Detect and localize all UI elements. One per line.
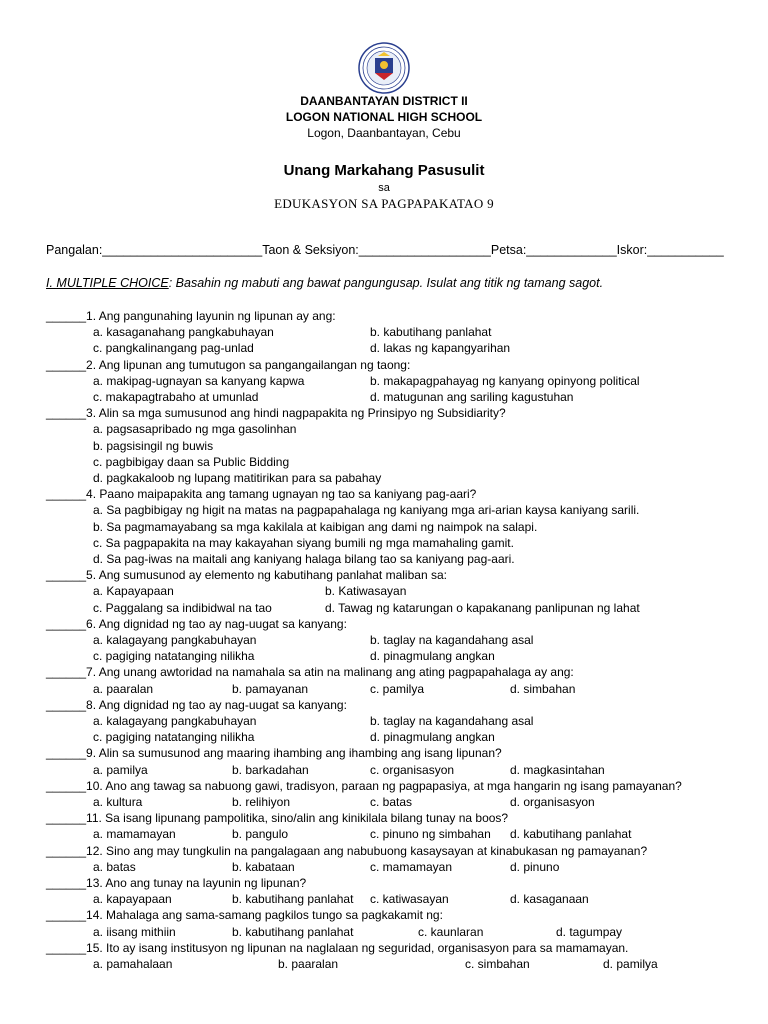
answer-choice: b. barkadahan [232,762,309,777]
answer-choice: c. pangkalinangang pag-unlad [93,341,254,356]
question-stem: ______2. Ang lipunan ang tumutugon sa pangangailangan ng taong: [46,357,411,372]
answer-choice: b. pangulo [232,827,289,842]
instructions-text: : Basahin ng mabuti ang bawat pangungusap. Isulat ang titik ng tamang sagot. [168,276,604,290]
answer-choice: c. makapagtrabaho at umunlad [93,390,259,404]
answer-choice: c. simbahan [465,957,530,971]
answer-choice: b. kabutihang panlahat [370,325,492,340]
answer-choice: a. kapayapaan [93,892,172,907]
answer-choice: d. pamilya [603,957,658,971]
deped-seal-logo [358,42,410,94]
answer-choice: c. Paggalang sa indibidwal na tao [93,600,272,615]
exam-title: Unang Markahang Pasusulit [283,162,485,179]
answer-choice: d. Tawag ng katarungan o kapakanang panlipunan ng lahat [325,600,640,615]
question-stem: ______3. Alin sa mga sumusunod ang hindi nagpapakita ng Prinsipyo ng Subsidiarity? [46,406,506,421]
answer-choice: a. makipag-ugnayan sa kanyang kapwa [93,373,305,388]
answer-choice: c. kaunlaran [418,924,484,939]
answer-choice: a. pamahalaan [93,957,173,971]
question-stem: ______8. Ang dignidad ng tao ay nag-uugat sa kanyang: [46,697,347,712]
answer-choice: a. Sa pagbibigay ng higit na matas na pagpapahalaga ng kaniyang mga ari-arian kaysa kaniyang sarili. [93,503,640,518]
answer-choice: a. kalagayang pangkabuhayan [93,714,257,728]
answer-choice: c. katiwasayan [370,892,449,907]
answer-choice: d. magkasintahan [510,762,605,777]
answer-choice: d. Sa pag-iwas na maitali ang kaniyang halaga bilang tao sa kaniyang pag-aari. [93,552,515,566]
school-name: LOGON NATIONAL HIGH SCHOOL [285,110,483,124]
question-stem: ______12. Sino ang may tungkulin na pangalagaan ang nabubuong kasaysayan at kinabukasan ng pamayanan? [46,843,648,858]
answer-choice: a. kalagayang pangkabuhayan [93,633,257,647]
answer-choice: c. mamamayan [370,859,453,874]
answer-choice: b. pamayanan [232,681,309,696]
answer-choice: d. tagumpay [556,924,623,939]
answer-choice: a. mamamayan [93,827,176,842]
question-stem: ______9. Alin sa sumusunod ang maaring ihambing ang ihambing ang isang lipunan? [46,746,502,761]
exam-title-sa: sa [378,182,390,194]
answer-choice: c. pagiging natatanging nilikha [93,649,255,664]
answer-choice: a. Kapayapaan [93,584,174,599]
answer-choice: b. kabutihang panlahat [232,924,354,939]
question-stem: ______5. Ang sumusunod ay elemento ng kabutihang panlahat maliban sa: [46,568,447,583]
answer-choice: d. pagkakaloob ng lupang matitirikan para sa pabahay [93,471,382,485]
question-stem: ______1. Ang pangunahing layunin ng lipunan ay ang: [46,309,336,323]
school-address: Logon, Daanbantayan, Cebu [307,126,461,140]
answer-choice: d. pinagmulang angkan [370,649,495,664]
question-stem: ______4. Paano maipapakita ang tamang ugnayan ng tao sa kaniyang pag-aari? [46,487,477,502]
answer-choice: a. iisang mithiin [93,924,176,939]
question-stem: ______6. Ang dignidad ng tao ay nag-uugat sa kanyang: [46,616,347,631]
district-name: DAANBANTAYAN DISTRICT II [300,94,468,108]
answer-choice: d. simbahan [510,681,576,696]
answer-choice: b. relihiyon [232,795,291,809]
answer-choice: d. lakas ng kapangyarihan [370,341,511,356]
answer-choice: a. pagsasapribado ng mga gasolinhan [93,422,297,437]
question-stem: ______14. Mahalaga ang sama-samang pagkilos tungo sa pagkakamit ng: [46,908,443,923]
student-info-line: Pangalan:_______________________Taon & Seksiyon:___________________Petsa:_____________Iskor:___________ [46,243,724,257]
answer-choice: b. taglay na kagandahang asal [370,714,534,728]
answer-choice: d. kabutihang panlahat [510,827,632,842]
instructions-label: I. MULTIPLE CHOICE [46,276,169,290]
question-stem: ______15. Ito ay isang institusyon ng lipunan na naglalaan ng seguridad, organisasyon para sa mamamayan. [46,940,629,955]
answer-choice: b. paaralan [278,957,339,971]
answer-choice: d. organisasyon [510,795,595,809]
answer-choice: c. pagiging natatanging nilikha [93,730,255,745]
answer-choice: b. Sa pagmamayabang sa mga kakilala at kaibigan ang dami ng naimpok na salapi. [93,519,538,534]
answer-choice: c. organisasyon [370,762,455,777]
answer-choice: b. pagsisingil ng buwis [93,438,214,453]
answer-choice: b. Katiwasayan [325,584,407,599]
answer-choice: d. pinuno [510,859,560,874]
answer-choice: c. pamilya [370,681,425,696]
answer-choice: d. pinagmulang angkan [370,730,495,745]
instructions [46,276,603,290]
question-stem: ______7. Ang unang awtoridad na namahala sa atin na malinang ang ating pagpapahalaga ay ang: [46,665,574,680]
question-stem: ______11. Sa isang lipunang pampolitika, sino/alin ang kinikilala bilang tunay na boos? [46,811,509,826]
answer-choice: a. kultura [93,795,143,809]
answer-choice: b. kabataan [232,859,295,874]
answer-choice: a. pamilya [93,762,148,777]
answer-choice: c. Sa pagpapakita na may kakayahan siyang bumili ng mga mamahaling gamit. [93,535,514,550]
answer-choice: a. kasaganahang pangkabuhayan [93,325,274,340]
answer-choice: d. matugunan ang sariling kagustuhan [370,390,574,404]
subject-name: EDUKASYON SA PAGPAPAKATAO 9 [274,196,494,211]
answer-choice: b. taglay na kagandahang asal [370,633,534,647]
question-stem: ______13. Ano ang tunay na layunin ng lipunan? [46,876,307,890]
question-stem: ______10. Ano ang tawag sa nabuong gawi, tradisyon, paraan ng pagpapasiya, at mga hangarin ng isang pamayanan? [46,778,682,793]
answer-choice: a. batas [93,859,136,874]
answer-choice: a. paaralan [93,681,154,696]
answer-choice: d. kasaganaan [510,892,589,907]
answer-choice: c. batas [370,795,413,809]
answer-choice: c. pagbibigay daan sa Public Bidding [93,454,290,469]
answer-choice: b. makapagpahayag ng kanyang opinyong political [370,373,640,388]
answer-choice: b. kabutihang panlahat [232,892,354,907]
answer-choice: c. pinuno ng simbahan [370,827,491,842]
